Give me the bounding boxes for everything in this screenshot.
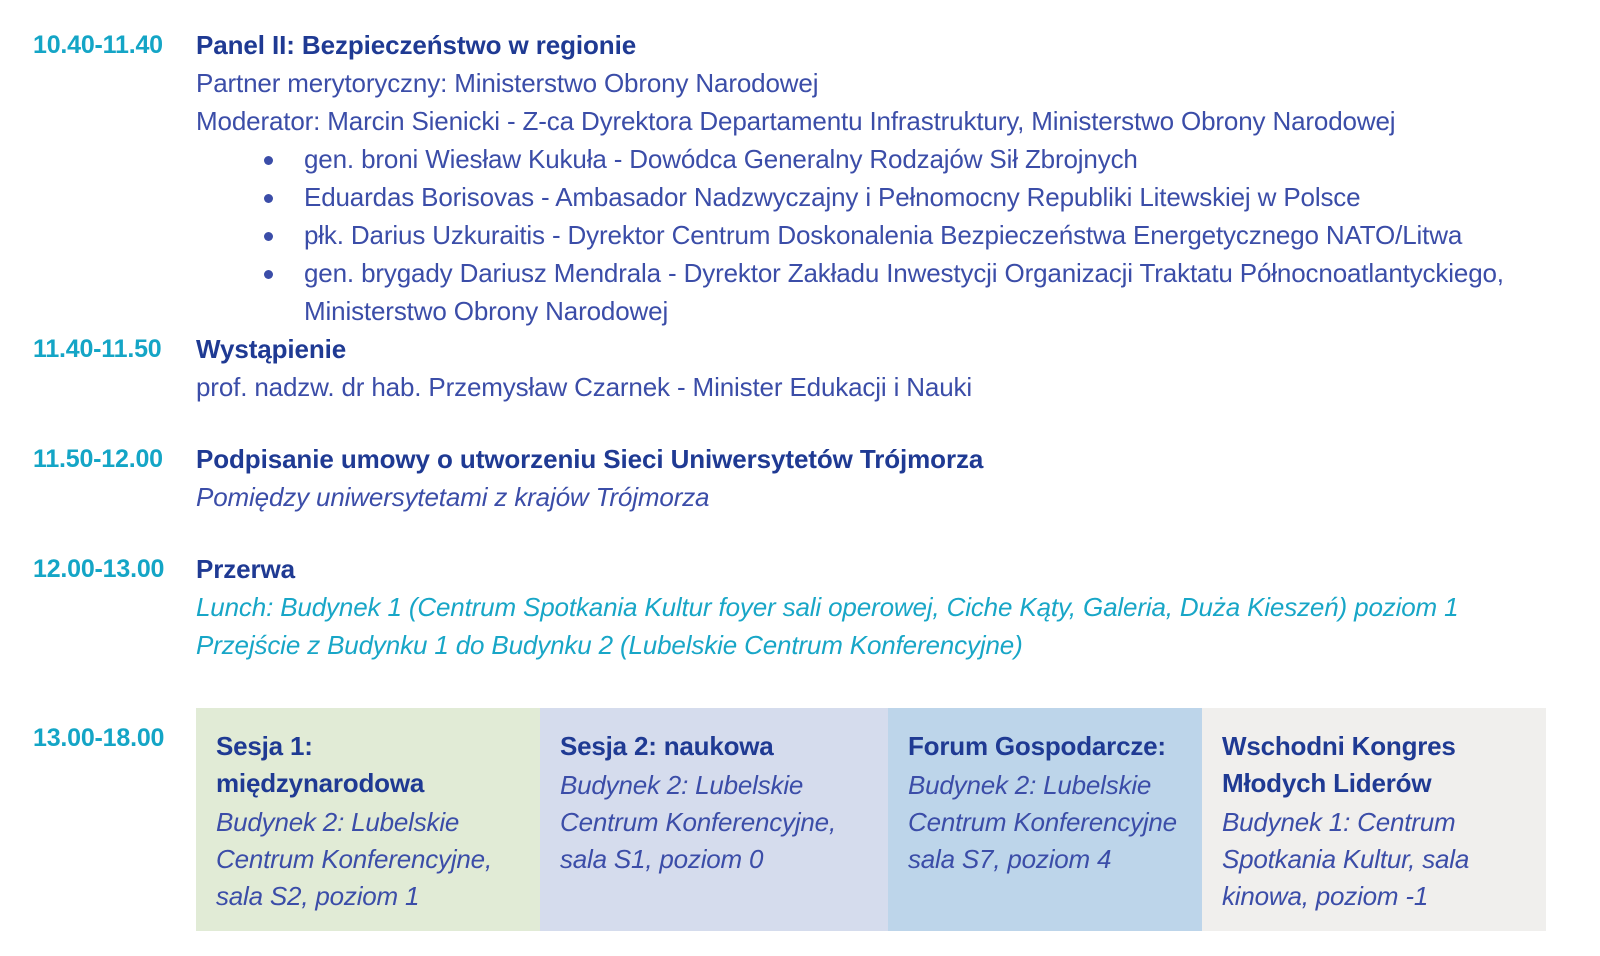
session-box-4[interactable] bbox=[1202, 708, 1546, 931]
session-location-4: Budynek 1: Centrum Spotkania Kultur, sala kinowa, poziom -1 bbox=[1222, 807, 1470, 911]
session-location-1: Budynek 2: Lubelskie Centrum Konferencyjne, sala S2, poziom 1 bbox=[216, 807, 492, 911]
entry-lunch-info: Lunch: Budynek 1 (Centrum Spotkania Kultur foyer sali operowej, Ciche Kąty, Galeria, Duża Kieszeń) poziom 1 bbox=[196, 592, 1459, 622]
session-location-3: Budynek 2: Lubelskie Centrum Konferencyjne sala S7, poziom 4 bbox=[908, 770, 1177, 874]
entry-content-panel-2 bbox=[196, 26, 1600, 330]
time-label-panel-2: 10.40-11.40 bbox=[33, 31, 163, 59]
speaker-name: gen. broni Wiesław Kukuła - Dowódca Generalny Rodzajów Sił Zbrojnych bbox=[304, 144, 1138, 174]
entry-speaker-wystapienie: prof. nadzw. dr hab. Przemysław Czarnek - Minister Edukacji i Nauki bbox=[196, 372, 973, 402]
bullet-icon bbox=[264, 194, 273, 203]
agenda-entry-przerwa bbox=[0, 550, 1600, 664]
session-box-2[interactable] bbox=[540, 708, 888, 931]
session-title-1: Sesja 1: międzynarodowa bbox=[216, 731, 425, 798]
bullet-icon bbox=[264, 270, 273, 279]
speaker-name: płk. Darius Uzkuraitis - Dyrektor Centrum Doskonalenia Bezpieczeństwa Energetycznego NATO/Litwa bbox=[304, 220, 1463, 250]
agenda-entry-podpisanie bbox=[0, 440, 1600, 516]
entry-partner-panel-2: Partner merytoryczny: Ministerstwo Obrony Narodowej bbox=[196, 68, 819, 98]
spacer bbox=[0, 516, 1600, 550]
spacer bbox=[0, 406, 1600, 440]
entry-transfer-info: Przejście z Budynku 1 do Budynku 2 (Lubelskie Centrum Konferencyjne) bbox=[196, 630, 1023, 660]
bullet-icon bbox=[264, 156, 273, 165]
agenda-entry-panel-2 bbox=[0, 26, 1600, 330]
entry-title-przerwa: Przerwa bbox=[196, 554, 296, 584]
time-label-wystapienie: 11.40-11.50 bbox=[33, 335, 162, 363]
session-title-3: Forum Gospodarcze: bbox=[908, 731, 1166, 761]
bullet-icon bbox=[264, 232, 273, 241]
agenda-entry-sessions bbox=[0, 708, 1600, 931]
speaker-name: gen. brygady Dariusz Mendrala - Dyrektor Zakładu Inwestycji Organizacji Traktatu Północnoatlantyckiego, Ministerstwo Obrony Narodowej bbox=[304, 258, 1504, 326]
session-boxes-strip bbox=[196, 708, 1600, 931]
entry-title-wystapienie: Wystąpienie bbox=[196, 334, 347, 364]
time-label-podpisanie: 11.50-12.00 bbox=[33, 445, 163, 473]
list-item bbox=[252, 216, 1600, 254]
list-item bbox=[252, 178, 1600, 216]
list-item bbox=[252, 140, 1600, 178]
entry-content-podpisanie bbox=[196, 440, 1600, 516]
entry-title-podpisanie: Podpisanie umowy o utworzeniu Sieci Uniwersytetów Trójmorza bbox=[196, 444, 984, 474]
speaker-name: Eduardas Borisovas - Ambasador Nadzwyczajny i Pełnomocny Republiki Litewskiej w Polsce bbox=[304, 182, 1361, 212]
entry-title-panel-2: Panel II: Bezpieczeństwo w regionie bbox=[196, 30, 637, 60]
spacer bbox=[0, 664, 1600, 708]
session-title-2: Sesja 2: naukowa bbox=[560, 731, 774, 761]
entry-content-przerwa bbox=[196, 550, 1600, 664]
entry-content-wystapienie bbox=[196, 330, 1600, 406]
speaker-list-panel-2 bbox=[196, 140, 1600, 330]
time-label-przerwa: 12.00-13.00 bbox=[33, 555, 165, 583]
entry-moderator-panel-2: Moderator: Marcin Sienicki - Z-ca Dyrektora Departamentu Infrastruktury, Ministerstwo Obrony Narodowej bbox=[196, 106, 1396, 136]
agenda-entry-wystapienie bbox=[0, 330, 1600, 406]
list-item bbox=[252, 254, 1600, 330]
session-box-3[interactable] bbox=[888, 708, 1202, 931]
session-location-2: Budynek 2: Lubelskie Centrum Konferencyjne, sala S1, poziom 0 bbox=[560, 770, 836, 874]
time-label-sessions: 13.00-18.00 bbox=[33, 724, 165, 752]
session-title-4: Wschodni Kongres Młodych Liderów bbox=[1222, 731, 1456, 798]
entry-subtitle-podpisanie: Pomiędzy uniwersytetami z krajów Trójmorza bbox=[196, 482, 710, 512]
session-box-1[interactable] bbox=[196, 708, 540, 931]
